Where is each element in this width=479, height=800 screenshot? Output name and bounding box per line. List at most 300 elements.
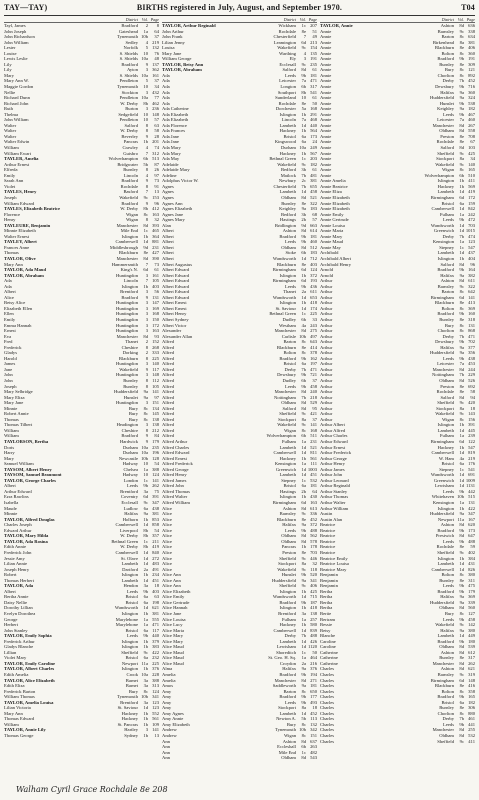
entry-volume: 9a <box>459 350 464 356</box>
entry-page: 162 <box>310 355 317 361</box>
entry-name: Bertha <box>320 594 333 600</box>
entry-name: Annie <box>320 117 332 123</box>
entry-page: 564 <box>310 128 317 134</box>
entry-page: 93 <box>154 333 159 339</box>
entry-page: 462 <box>152 100 159 106</box>
entry-page: 96 <box>154 200 159 206</box>
entry-volume: 1d <box>301 444 306 450</box>
entry-page: 219 <box>152 39 159 45</box>
entry-name: Mary Ann <box>4 710 23 716</box>
entry-volume: 6d <box>459 439 464 445</box>
entry-name: Alice <box>162 511 172 517</box>
entry-page: 163 <box>310 500 317 506</box>
entry-district: Halifax <box>440 89 454 95</box>
entry-district: Leeds <box>285 72 296 78</box>
entry-name: William Thomas <box>4 694 35 700</box>
entry-volume: 3a <box>301 610 306 616</box>
entry-name: Violet <box>4 183 16 189</box>
entry-name: Albert Ernest <box>162 300 187 306</box>
entry-page: 124 <box>310 267 317 273</box>
entry-page: 309 <box>468 61 475 67</box>
entry-volume: 3 <box>145 727 148 733</box>
entry-page: 123 <box>152 699 159 705</box>
entry-volume: 4a <box>459 455 464 461</box>
entry-name: Alexander Allan <box>162 333 193 339</box>
entry-name: Minnie <box>4 405 18 411</box>
entry-district: Mile End <box>278 749 296 755</box>
entry-name: Adelaide Mary <box>162 167 190 173</box>
entry-name: Alfred George <box>162 466 189 472</box>
entry-page: 452 <box>310 516 317 522</box>
entry-volume: 10 <box>143 84 148 90</box>
entry-district: Bradford <box>279 355 296 361</box>
entry-district: Lambeth <box>437 189 454 195</box>
entry-name: Amy <box>162 688 172 694</box>
entry-page: 117 <box>152 366 159 372</box>
entry-page: 174 <box>310 305 317 311</box>
entry-volume: 7b <box>459 372 464 378</box>
entry-district: Leeds <box>285 699 296 705</box>
entry-district: Ashton <box>440 666 454 672</box>
entry-district: Cheshire <box>121 427 138 433</box>
entry-name: Annie May <box>320 244 341 250</box>
entry-page: 173 <box>468 527 475 533</box>
entry-name: Arthur James <box>320 466 345 472</box>
entry-name: Annie <box>320 95 332 101</box>
entry-volume: 8e <box>459 139 464 145</box>
entry-name: John Arthur <box>162 28 184 34</box>
entry-name: Alfred <box>162 361 174 367</box>
entry-name: TAYSOM, Samuel Beaumont <box>4 472 62 478</box>
entry-district: Rochdale <box>278 28 296 34</box>
entry-district: Oldham <box>281 400 296 406</box>
entry-volume: 9a <box>143 511 148 517</box>
entry-volume: 8d <box>459 122 464 128</box>
entry-district: S. Shields <box>119 56 138 62</box>
entry-name: Alfred Thomas <box>162 488 190 494</box>
entry-page: 471 <box>468 333 475 339</box>
entry-district: Sheffield <box>437 400 454 406</box>
entry-name: Mary <box>4 455 14 461</box>
entry-name: Ann <box>162 755 170 761</box>
entry-name: Mary Ann W. <box>4 78 29 84</box>
entry-name: Albert Sydney <box>162 316 189 322</box>
entry-district: Leeds <box>285 239 296 245</box>
entry-volume: 3a <box>143 699 148 705</box>
entry-volume: 8d <box>459 727 464 733</box>
entry-volume: 8b <box>143 206 148 212</box>
entry-page: 438 <box>152 505 159 511</box>
entry-district: Wandsworth <box>272 594 296 600</box>
entry-district: Lambeth <box>437 633 454 639</box>
entry-page: 384 <box>468 555 475 561</box>
entry-volume: 8e <box>301 549 306 555</box>
entry-name: Betsy <box>320 627 331 633</box>
entry-page: 411 <box>468 178 475 184</box>
entry-volume: 7b <box>301 366 306 372</box>
entry-volume: 10 <box>143 461 148 467</box>
entry-page: 138 <box>310 610 317 616</box>
entry-name: Benjamin <box>320 572 338 578</box>
entry-page: 510 <box>468 172 475 178</box>
entry-name: TAYLOR, Betsy Ann <box>162 61 204 67</box>
entry-name: Catherine <box>320 649 338 655</box>
entry-name: Arthur Edward <box>4 488 32 494</box>
entry-volume: 7a <box>459 361 464 367</box>
entry-name: Archibald Albert <box>320 255 351 261</box>
entry-volume: 9c <box>459 283 464 289</box>
entry-name: Beatrice <box>320 538 336 544</box>
entry-name: TAYLOR, Emily Sophia <box>4 633 52 639</box>
entry-page: 880 <box>468 710 475 716</box>
entry-name: Alice <box>162 549 172 555</box>
entry-district: Leeds <box>127 483 138 489</box>
entry-name: Thomas Edward <box>4 716 35 722</box>
entry-name: Robert <box>4 572 17 578</box>
entry-page: 541 <box>310 89 317 95</box>
entry-volume: 9c <box>459 549 464 555</box>
entry-volume: 6d <box>301 39 306 45</box>
entry-district: King's N. <box>120 267 138 273</box>
entry-page: 138 <box>152 416 159 422</box>
entry-name: Arthur William <box>320 505 349 511</box>
entry-name: Betsy Alice <box>4 300 26 306</box>
entry-page: 1003 <box>307 466 317 472</box>
entry-volume: 6a <box>301 483 306 489</box>
entry-name: Annie <box>320 78 332 84</box>
entry-name: Lilian Annie <box>4 561 28 567</box>
entry-district: Blackburn <box>276 261 296 267</box>
entry-name: Beatrice <box>320 522 336 528</box>
entry-name: Annie <box>320 128 332 134</box>
column-header-vol: Vol. <box>299 17 306 22</box>
entry-name: Harold <box>4 355 17 361</box>
entry-district: Wakefield <box>277 566 296 572</box>
entry-district: Wakefield <box>119 366 138 372</box>
entry-district: Halifax <box>440 594 454 600</box>
entry-name: Annie <box>320 156 332 162</box>
column-header-district: District <box>441 17 454 22</box>
entry-page: 306 <box>468 705 475 711</box>
entry-name: Catherine <box>320 655 338 661</box>
entry-name: Alfred Henry <box>162 472 187 478</box>
entry-volume: 9c <box>459 671 464 677</box>
entry-district: Stepney <box>281 477 296 483</box>
entry-name: Annie <box>320 72 332 78</box>
entry-page: 413 <box>468 300 475 306</box>
entry-volume: 1b <box>459 183 464 189</box>
entry-district: Barnsley <box>279 511 296 517</box>
entry-name: Alice <box>162 566 172 572</box>
entry-volume: 9b <box>301 671 306 677</box>
entry-page: 123 <box>468 239 475 245</box>
entry-name: William <box>4 427 19 433</box>
entry-volume: 9b <box>459 111 464 117</box>
entry-name: Alice <box>162 544 172 550</box>
entry-page: 18 <box>312 705 317 711</box>
entry-volume: 10b <box>141 455 148 461</box>
entry-page: 216 <box>310 660 317 666</box>
entry-district: Salford <box>282 405 296 411</box>
entry-volume: 2 <box>145 23 148 28</box>
entry-district: Bury <box>128 411 138 417</box>
entry-volume: 8 <box>145 355 148 361</box>
entry-volume: 8d <box>459 378 464 383</box>
entry-page: 141 <box>310 422 317 428</box>
entry-name: Adelaide <box>162 161 179 167</box>
entry-district: Halifax <box>440 272 454 278</box>
entry-district: Camberwell <box>115 239 138 245</box>
entry-name: Amy <box>162 694 172 700</box>
entry-page: 94 <box>470 394 475 400</box>
entry-volume: 6b <box>301 316 306 322</box>
entry-name: Bertram <box>320 616 336 622</box>
entry-page: 239 <box>468 433 475 439</box>
entry-name: Ada Mary <box>162 150 181 156</box>
entry-page: 357 <box>152 533 159 539</box>
entry-name: Arthur <box>320 322 333 328</box>
entry-name: Annie Elizabeth <box>320 194 350 200</box>
entry-page: 611 <box>468 278 475 284</box>
entry-page: 137 <box>152 61 159 67</box>
entry-name: Joseph <box>4 383 17 389</box>
entry-district: Marylebone <box>115 616 138 622</box>
entry-district: Islington <box>437 422 454 428</box>
entry-district: Mile End <box>120 228 138 234</box>
entry-name: TAYLOR, Ada Maud <box>4 267 46 273</box>
entry-volume: 8d <box>301 400 306 406</box>
entry-name: Alice Emily <box>162 594 185 600</box>
entry-volume: 9b <box>301 699 306 705</box>
entry-volume: 3 <box>145 400 148 406</box>
entry-volume: 8c <box>459 328 464 334</box>
entry-district: Manchester <box>432 122 454 128</box>
entry-name: Annie Eliza <box>320 189 342 195</box>
entry-volume: 6a <box>459 699 464 705</box>
entry-district: Greenwich <box>433 228 454 234</box>
entry-district: Derby <box>442 716 454 722</box>
entry-name: Albert Henry <box>162 311 187 317</box>
entry-page: 379 <box>152 638 159 644</box>
entry-name: Albert Edward <box>162 294 190 300</box>
entry-district: Leeds <box>443 616 454 622</box>
entry-page: 311 <box>468 577 475 583</box>
entry-volume: 9c <box>459 400 464 406</box>
entry-district: Derby <box>442 333 454 339</box>
entry-district: Sheffield <box>121 649 138 655</box>
entry-name: Ada Mary <box>162 145 181 151</box>
entry-page: 467 <box>468 111 475 117</box>
entry-district: Wolverhampton <box>266 433 296 439</box>
entry-page: 406 <box>310 583 317 589</box>
entry-name: Alfred <box>162 389 174 395</box>
entry-volume: 6a <box>143 505 148 511</box>
entry-district: Lambeth <box>279 638 296 644</box>
entry-name: Annie Mary <box>320 233 343 239</box>
entry-volume: 8b <box>143 527 148 533</box>
entry-volume: 1d <box>301 189 306 195</box>
entry-page: 460 <box>310 239 317 245</box>
entry-district: Bridlington <box>274 222 296 228</box>
entry-page: 50 <box>312 100 317 106</box>
entry-district: Southport <box>277 89 296 95</box>
entry-name: Alfred Arthur <box>162 439 188 445</box>
entry-volume: 8a <box>459 156 464 162</box>
entry-name: Annie <box>320 50 332 56</box>
entry-district: Islington <box>121 638 138 644</box>
entry-district: Warthing <box>279 50 296 56</box>
entry-page: 558 <box>468 128 475 134</box>
entry-name: Thelma <box>4 111 19 117</box>
entry-page: 482 <box>310 749 317 755</box>
entry-volume: 7b <box>459 78 464 84</box>
entry-page: 418 <box>310 605 317 611</box>
entry-name: Albert Edward <box>162 267 190 273</box>
entry-volume: 1d <box>459 450 464 456</box>
entry-page: 37 <box>312 378 317 383</box>
entry-page: 147 <box>152 300 159 306</box>
entry-volume: 10a <box>141 450 148 456</box>
entry-volume: 8c <box>143 211 148 217</box>
entry-page: 152 <box>152 339 159 345</box>
entry-district: Bradford <box>121 178 138 184</box>
entry-page: 655 <box>310 183 317 189</box>
entry-page: 612 <box>468 649 475 655</box>
entry-district: Lambeth <box>121 561 138 567</box>
entry-page: 121 <box>468 67 475 73</box>
entry-volume: 6d <box>143 267 148 273</box>
entry-volume: 8b <box>143 533 148 539</box>
entry-volume: 9a <box>459 272 464 278</box>
entry-district: Chorlton <box>437 710 454 716</box>
entry-name: Arthur Charles <box>320 433 348 439</box>
entry-district: Barnet <box>125 677 138 683</box>
entry-district: Hastings <box>279 488 296 494</box>
entry-volume: 1b <box>301 272 306 278</box>
entry-name: Alfred <box>162 433 174 439</box>
entry-page: 57 <box>154 117 159 123</box>
entry-volume: 1d <box>301 450 306 456</box>
entry-district: Burnley <box>439 577 454 583</box>
entry-volume: 2b <box>301 217 306 223</box>
entry-volume: 9b <box>459 588 464 594</box>
entry-volume: 9c <box>459 738 464 744</box>
entry-name: Dorothy Lillian <box>4 605 33 611</box>
entry-name: Alfred <box>162 350 174 356</box>
entry-volume: 1d <box>459 427 464 433</box>
entry-volume: 9c <box>301 555 306 561</box>
entry-district: Huntingdon <box>116 311 138 317</box>
entry-page: 322 <box>468 283 475 289</box>
entry-name: Florence <box>4 211 21 217</box>
entry-volume: 1d <box>459 566 464 572</box>
entry-district: Manchester <box>116 222 138 228</box>
entry-volume: 1b <box>459 178 464 184</box>
entry-name: TAYLOR, Abraham <box>4 272 44 278</box>
entry-name: Arthur <box>320 372 333 378</box>
entry-page: 132 <box>152 45 159 51</box>
entry-district: Lewisham <box>434 483 454 489</box>
entry-district: Lambeth <box>279 472 296 478</box>
entry-district: Burnley <box>281 200 296 206</box>
entry-district: Leicester <box>437 361 454 367</box>
entry-name: Emma Hannah <box>4 322 32 328</box>
entry-district: Islington <box>437 555 454 561</box>
entry-volume: 6a <box>143 599 148 605</box>
entry-volume: 10a <box>141 671 148 677</box>
entry-page: 839 <box>310 627 317 633</box>
entry-volume: 9c <box>301 422 306 428</box>
entry-page: 811 <box>310 450 317 456</box>
entry-page: 153 <box>152 194 159 200</box>
entry-volume: 8d <box>143 255 148 261</box>
entry-page: 663 <box>310 222 317 228</box>
entry-page: 449 <box>468 633 475 639</box>
entry-volume: 8c <box>301 350 306 356</box>
entry-name: Beatrice Mary <box>320 566 347 572</box>
entry-name: Annie <box>320 172 332 178</box>
entry-page: 472 <box>468 217 475 223</box>
entry-district: Hackney <box>437 444 454 450</box>
entry-district: Blackburn <box>434 300 454 306</box>
entry-district: St. Pancras <box>117 721 138 727</box>
entry-page: 168 <box>152 311 159 317</box>
entry-page: 26 <box>154 167 159 173</box>
entry-volume: 8d <box>459 733 464 738</box>
entry-name: Lilian Victoria <box>4 705 31 711</box>
entry-name: Benjamin <box>320 577 338 583</box>
entry-page: 317 <box>468 655 475 661</box>
entry-page: 242 <box>468 211 475 217</box>
entry-district: Rochdale <box>120 183 138 189</box>
entry-page: 257 <box>310 616 317 622</box>
page-number: T04 <box>461 3 475 12</box>
entry-page: 892 <box>468 72 475 78</box>
entry-volume: 9b <box>459 721 464 727</box>
entry-volume: 6b <box>301 433 306 439</box>
entry-volume: 9b <box>301 283 306 289</box>
entry-district: Burnley <box>123 378 138 383</box>
entry-page: 560 <box>468 605 475 611</box>
entry-district: Wakefield <box>277 45 296 51</box>
entry-page: 529 <box>310 400 317 406</box>
entry-volume: 1b <box>301 111 306 117</box>
entry-name: Albert <box>4 483 16 489</box>
entry-name: Amy <box>162 705 172 711</box>
entry-district: Greenwich <box>275 466 296 472</box>
entry-volume: 7b <box>301 183 306 189</box>
entry-page: 393 <box>152 222 159 228</box>
entry-name: Thomas George <box>4 733 34 738</box>
entry-name: Jane <box>4 366 13 372</box>
column-header-page: Page <box>150 17 159 22</box>
entry-district: Ecclesall <box>279 61 296 67</box>
entry-name: Elfreda <box>4 167 18 173</box>
entry-district: Hackney <box>121 716 138 722</box>
entry-district: Hackney <box>279 622 296 628</box>
entry-page: 471 <box>152 622 159 628</box>
entry-name: Annie Emily <box>320 211 344 217</box>
column-header-name <box>162 17 262 22</box>
entry-name: Alfred <box>162 383 174 389</box>
entry-volume: 8e <box>459 683 464 689</box>
entry-page: 218 <box>310 394 317 400</box>
entry-district: Newport <box>121 660 138 666</box>
entry-district: Oldham <box>439 605 454 611</box>
entry-district: Preston <box>282 549 296 555</box>
entry-district: Preston <box>440 133 454 139</box>
entry-district: Fulham <box>281 616 296 622</box>
